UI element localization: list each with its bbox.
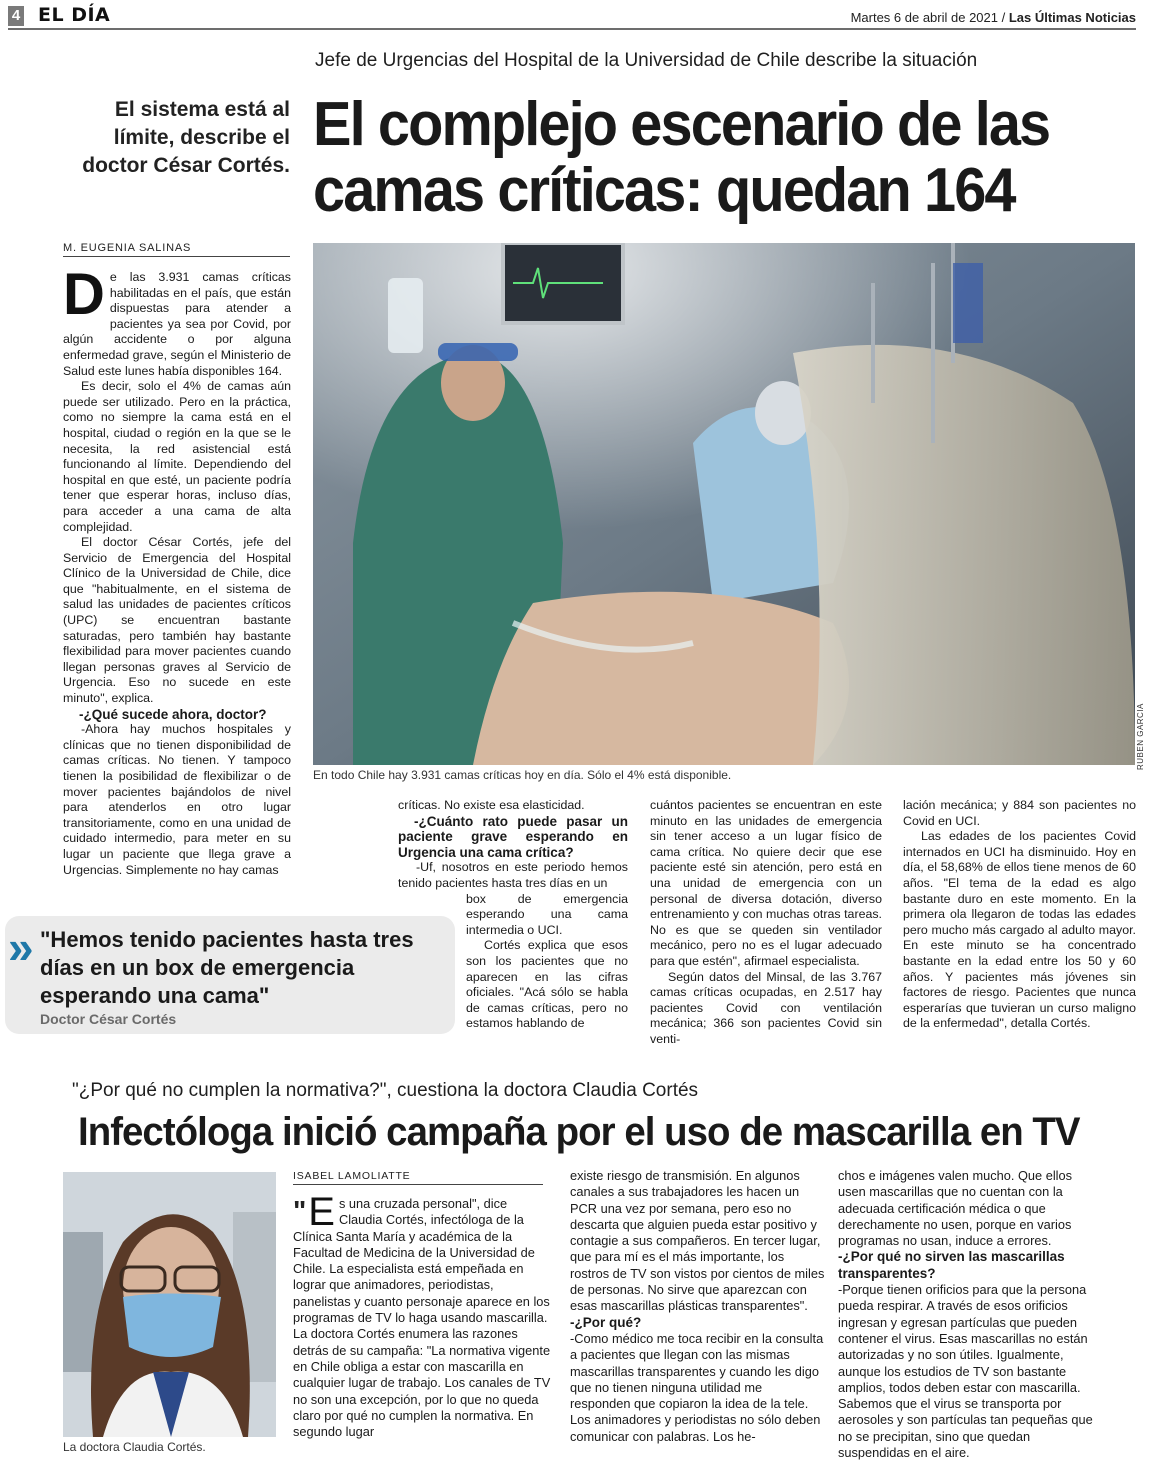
interview-answer: -Porque tienen orificios para que la persona pueda respirar. A través de esos orificios ingresan y egresan partículas que pueden contener el virus. Esas mascarillas no están autorizadas y no son útiles. Igualmente, aunque los estudios de TV son bastante amplios, todos deben estar con mascarilla. Sabemos que el virus se transporta por aerosoles y son partículas tan pequeñas que no se precipitan, sino que quedan suspendidas en el aire. [838, 1282, 1093, 1461]
portrait-caption: La doctora Claudia Cortés. [63, 1440, 206, 1454]
story2-paragraph: " E s una cruzada personal", dice Claudia Cortés, infectóloga de la Clínica Santa María y académica de la Facultad de Medicina de la Universidad de Chile. La especialista está empeñada en lograr que animadores, periodistas, panelistas y cuanto personaje aparece en los programas de TV lo haga usando mascarilla. [293, 1190, 550, 1326]
section-name: EL DÍA [38, 4, 111, 26]
icu-photo-illustration [313, 243, 1135, 765]
interview-answer: -Como médico me toca recibir en la consulta a pacientes que llegan con las mismas mascarillas transparentes y cuando les digo que no tienen ninguna utilidad me responden que copiaron la idea de la tele. Los animadores y periodistas no sólo deben comunicar con palabras. Los he- [570, 1330, 824, 1444]
interview-answer-cont: box de emergencia esperando una cama intermedia o UCI. [466, 891, 628, 937]
story1-teaser: El sistema está al límite, describe el doctor César Cortés. [82, 98, 290, 177]
issue-date: Martes 6 de abril de 2021 [850, 10, 998, 25]
story1-paragraph: Según datos del Minsal, de las 3.767 camas críticas ocupadas, en 2.517 hay pacientes Covid con ventilación mecánica; 366 son pacientes Covid sin venti- [650, 969, 882, 1046]
dropcap: D [63, 262, 105, 327]
doctor-portrait-photo [63, 1172, 276, 1437]
double-chevron-icon: » [8, 921, 34, 973]
continued-text: cuántos pacientes se encuentran en este minuto en las unidades de emergencia sin tener acceso a un lugar físico de cama crítica. No quiere decir que ese paciente esté sin atención, pero está en una unidad de emergencia con un personal de diversa dotación, diverso entrenamiento y con muchas otras tareas. No es que se queden sin ventilador mecánico, pero no es el lugar adecuado para que estén", afirmael especialista. [650, 798, 882, 968]
indented-block [466, 892, 628, 1032]
story1-paragraph: Cortés explica que esos son los pacientes que no aparecen en las cifras oficiales. "Acá sólo se habla de camas críticas, pero no estamos hablando de [466, 938, 628, 1031]
story1-column-3 [650, 798, 882, 1048]
dropcap: E [308, 1190, 335, 1234]
interview-question: -¿Cuánto rato puede pasar un paciente grave esperando en Urgencia una cama crítica? [398, 813, 628, 860]
story1-kicker: Jefe de Urgencias del Hospital de la Universidad de Chile describe la situación [315, 50, 978, 71]
story1-paragraph: El doctor César Cortés, jefe del Servicio de Emergencia del Hospital Clínico de la Universidad de Chile, dice que "habitualmente, en el sistema de salud las unidades de pacientes críticos (UPC) se encuentran bastante saturadas, pero también hay bastante flexibilidad para mover pacientes cuando llegan personas graves al Servicio de Urgencia. Eso no sucede en este minuto", explica. [63, 535, 291, 706]
newspaper-name: Las Últimas Noticias [1008, 10, 1136, 25]
continued-text: lación mecánica; y 884 son pacientes no Covid en UCI. [903, 798, 1136, 828]
story1-column-4 [903, 798, 1136, 1032]
pull-quote-author: Doctor César Cortés [40, 1011, 177, 1027]
story1-paragraph: Es decir, solo el 4% de camas aún puede ser utilizado. Pero en la práctica, como no siempre la cama está en el hospital, ciudad o región en la que se le necesita, la red asistencial está funcionando al límite. Dependiendo del hospital en que esté, un paciente podría tener que esperar horas, incluso días, para acceder a una cama de alta complejidad. [63, 379, 291, 534]
interview-answer: -Ahora hay muchos hospitales y clínicas que no tienen disponibilidad de camas críticas. No tienen. Y tampoco tienen la posibilidad de flexibilizar o de mover pacientes bajándolos de nivel para atenderlos en otro lugar transitoriamente, como en una unidad de cuidado intermedio, para meter en su lugar un paciente que llega grave a Urgencias. Simplemente no hay camas [63, 722, 291, 877]
date-separator: / [998, 10, 1009, 25]
icu-photo [313, 243, 1135, 765]
photo-credit: RUBEN GARCIA [1136, 703, 1145, 770]
story2-paragraph: existe riesgo de transmisión. En algunos canales a sus trabajadores les hacen un PCR una vez por semana, pero eso no descarta que alguien pueda estar positivo y contagie a sus compañeros. En tercer lugar, que para mí es el más importante, los rostros de TV son vistos por cientos de miles de personas. No sirve que aparezcan con esas mascarillas plásticas transparentes". [570, 1168, 825, 1314]
pull-quote [5, 916, 455, 1034]
story1-column-1 [63, 262, 291, 878]
story1-paragraph: Las edades de los pacientes Covid internados en UCI ha disminuido. Hoy en día, el 58,68% de ellos tiene menos de 60 años. "El tema de la edad es algo bastante duro en este momento. En la primera ola llegaron de todas las edades pero mucho más cargado al adulto mayor. En este minuto se ha concentrado bastante en la edad entre los 50 y 60 años. Y pacientes más jóvenes sin factores de riesgo. Pacientes que nunca esperarías que tuvieran un curso maligno de la enfermedad", detalla Cortés. [903, 829, 1136, 1031]
story2-paragraph: chos e imágenes valen mucho. Que ellos usen mascarillas que no cuentan con la adecuada certificación médica o que derechamente no usen, porque en varios programas no usan, induce a errores. [838, 1168, 1073, 1249]
continued-text: críticas. No existe esa elasticidad. [398, 798, 585, 812]
open-quote-mark: " [293, 1195, 307, 1226]
story1-paragraph: De las 3.931 camas críticas habilitadas en el país, que están dispuestas para atender a pacientes ya sea por Covid, por algún accidente o por alguna enfermedad grave, según el Ministerio de Salud este lunes había disponibles 164. [63, 262, 291, 378]
date-line [851, 10, 1136, 25]
interview-question: -¿Por qué no sirven las mascarillas transparentes? [838, 1249, 1065, 1281]
story1-byline: M. EUGENIA SALINAS [63, 242, 290, 257]
masthead [8, 4, 1136, 30]
photo-caption: En todo Chile hay 3.931 camas críticas hoy en día. Sólo el 4% está disponible. [313, 768, 732, 782]
story2-headline: Infectóloga inició campaña por el uso de mascarilla en TV [78, 1110, 1080, 1154]
interview-answer: -Uf, nosotros en este periodo hemos tenido pacientes hasta tres días en un [398, 860, 628, 890]
pull-quote-text: "Hemos tenido pacientes hasta tres días en un box de emergencia esperando una cama" [40, 927, 414, 1008]
story2-paragraph: La doctora Cortés enumera las razones detrás de su campaña: "La normativa vigente en Chile obliga a estar con mascarilla en cualquier lugar de trabajo. Los canales de TV no son una excepción, por lo que no queda claro por qué no cumplen la normativa. En segundo lugar [293, 1326, 551, 1440]
story2-column-1 [293, 1190, 553, 1440]
story2-byline: ISABEL LAMOLIATTE [293, 1170, 543, 1185]
story2-kicker: "¿Por qué no cumplen la normativa?", cuestiona la doctora Claudia Cortés [72, 1080, 699, 1101]
story2-column-2 [570, 1168, 825, 1445]
story2-column-3 [838, 1168, 1098, 1461]
story1-headline: El complejo escenario de las camas críticas: quedan 164 [313, 90, 1050, 225]
portrait-illustration [63, 1172, 276, 1437]
interview-question: -¿Por qué? [570, 1314, 642, 1330]
interview-question: -¿Qué sucede ahora, doctor? [79, 706, 267, 722]
page-number: 4 [8, 6, 24, 26]
